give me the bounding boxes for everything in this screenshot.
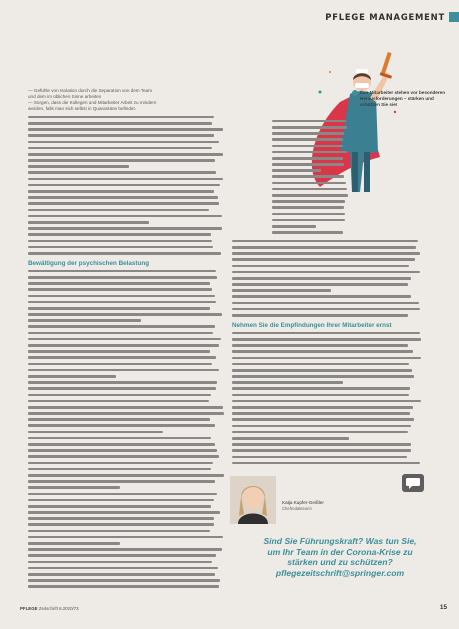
text-line [232,312,422,318]
author-photo [230,476,276,524]
footer [20,606,79,611]
call-to-action [230,536,450,578]
text-line [28,250,224,256]
bullet-line: und dem im üblichen Sinne arbeiten [28,94,102,99]
author-portrait-icon [230,476,276,524]
body-text-block [28,114,224,256]
pull-quote-text: Ihre Mitarbeiter stehen vor besonderen Herausforderungen – stärken und schützen Sie sie! [360,90,446,108]
author-role: Chefredakteurin [282,506,312,511]
page-number: 15 [439,604,447,611]
cta-line: Sind Sie Führungskraft? Was tun Sie, [263,536,417,546]
footer-journal: Zeitschrift [38,606,58,611]
cta-line: um Ihr Team in der Corona-Krise zu [267,546,413,557]
text-line [232,460,422,466]
quote-marker-icon [352,90,358,96]
section-heading: Bewältigung der psychischen Belastung [28,260,150,267]
body-text-block [28,268,224,590]
speech-bubble-icon [402,474,424,492]
author-box [230,474,424,532]
footer-issue: 8.2020/73 [59,606,79,611]
header-accent-block [449,12,459,22]
body-text-block [272,118,352,236]
text-line [28,584,224,590]
author-name: Katja Kupfer-Geißler [282,500,324,505]
text-line [272,229,352,235]
cta-line: stärken und zu schützen? [287,557,393,567]
cta-email-link[interactable]: pflegezeitschrift@springer.com [275,567,405,578]
bullet-line: werden, falls man sich selbst in Quarantäne befindet. [28,106,137,111]
bullet-line: — Gefühle von Isolation durch die Separation von dem Team [28,88,153,93]
bullet-line: — Sorgen, dass die Kollegen und Mitarbeiter Arbeit zu mindern [28,100,157,105]
section-heading: Nehmen Sie die Empfindungen Ihrer Mitarbeiter ernst [232,322,392,329]
pull-quote [360,90,450,109]
body-text-block [232,330,422,466]
header-title: PFLEGE MANAGEMENT [325,12,445,22]
footer-brand: PFLEGE [20,606,38,611]
section-header [325,10,459,24]
bullet-list [28,88,228,112]
body-text-block [232,238,422,318]
